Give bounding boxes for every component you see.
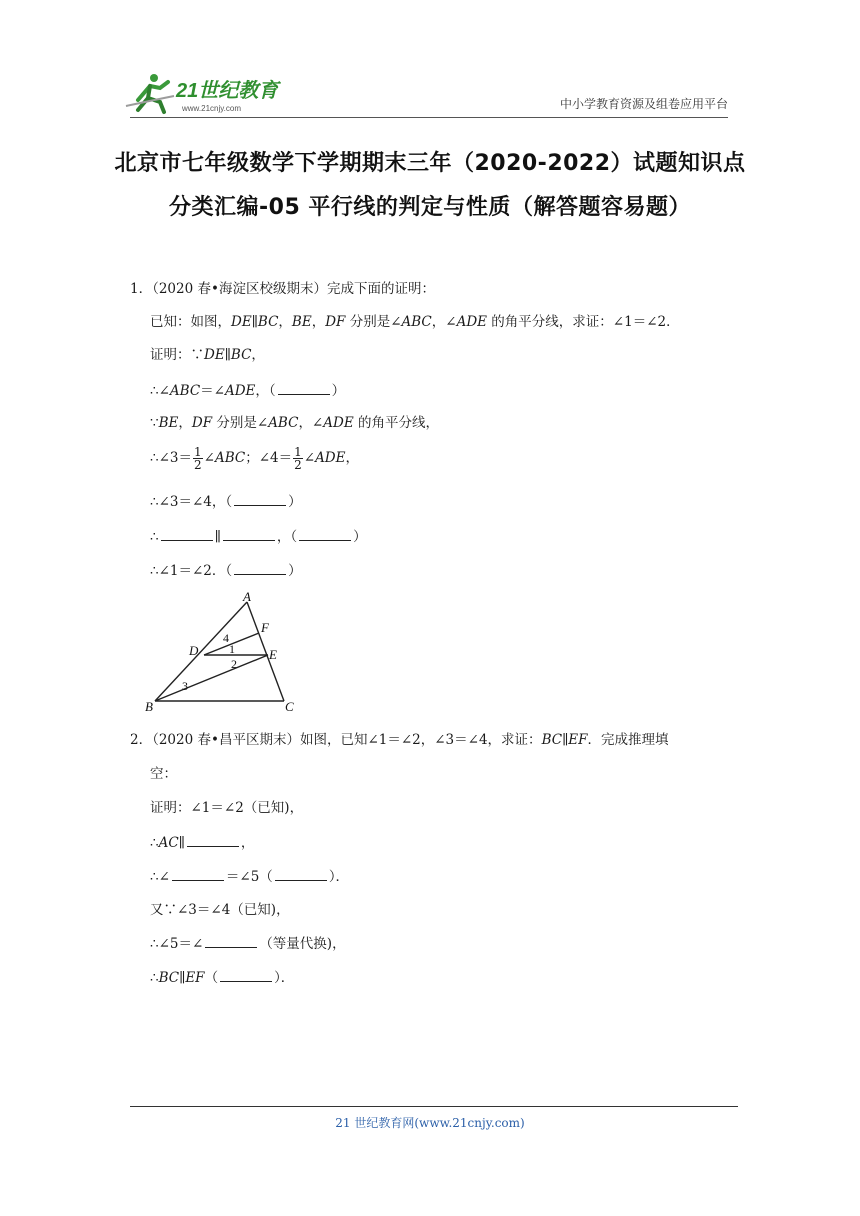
q1-geometry-figure bbox=[145, 588, 305, 714]
q2-stem: 2．（2020 春•昌平区期末）如图，已知∠1＝∠2，∠3＝∠4，求证：BC∥EF．完成推理填 bbox=[130, 732, 669, 748]
angle-4-label: 4 bbox=[223, 631, 229, 645]
bisector-be bbox=[155, 655, 268, 701]
answer-blank[interactable] bbox=[299, 526, 351, 541]
footer-divider bbox=[130, 1106, 738, 1107]
page-title-line2: 分类汇编-05 平行线的判定与性质（解答题容易题） bbox=[169, 195, 691, 220]
footer-link[interactable]: 21 世纪教育网(www.21cnjy.com) bbox=[335, 1116, 525, 1130]
point-c-label: C bbox=[285, 699, 294, 714]
logo-text: 21世纪教育 bbox=[176, 80, 279, 102]
angle-2-label: 2 bbox=[231, 657, 237, 671]
q1-step5: ∴ ∥ ，（ ） bbox=[150, 526, 367, 547]
answer-blank[interactable] bbox=[275, 866, 327, 881]
fraction-half: $\frac{1}{2}$ bbox=[294, 445, 302, 472]
q2-proof-6: ∴BC∥EF（ ）． bbox=[150, 967, 294, 988]
answer-blank[interactable] bbox=[172, 866, 224, 881]
fraction-half: $\frac{1}{2}$ bbox=[194, 445, 202, 472]
answer-blank[interactable] bbox=[220, 967, 272, 982]
angle-3-label: 3 bbox=[182, 679, 188, 693]
logo-url: www.21cnjy.com bbox=[182, 104, 241, 113]
brand-logo bbox=[124, 70, 294, 118]
q1-step4: ∴∠3＝∠4，（ ） bbox=[150, 491, 302, 512]
page-title-line1: 北京市七年级数学下学期期末三年（2020-2022）试题知识点 bbox=[114, 151, 746, 176]
q1-step1: ∴∠ABC＝∠ADE，（ ） bbox=[150, 380, 345, 401]
q1-step3: ∴∠3＝ $\frac{1}{2}$ ∠ABC；∠4＝ $\frac{1}{2}$ ∠ADE， bbox=[150, 445, 359, 472]
point-f-label: F bbox=[261, 620, 269, 635]
point-d-label: D bbox=[189, 643, 199, 658]
q2-proof-1: 证明：∠1＝∠2（已知)， bbox=[150, 800, 304, 816]
q2-proof-2: ∴AC∥ ， bbox=[150, 832, 254, 853]
angle-1-label: 1 bbox=[229, 642, 235, 656]
q2-proof-4: 又∵∠3＝∠4（已知)， bbox=[150, 902, 290, 918]
q1-known: 已知：如图，DE∥BC，BE，DF 分别是∠ABC，∠ADE 的角平分线，求证：∠1＝∠2． bbox=[150, 314, 680, 330]
q1-stem: 1．（2020 春•海淀区校级期末）完成下面的证明： bbox=[130, 281, 435, 297]
answer-blank[interactable] bbox=[161, 526, 213, 541]
platform-name: 中小学教育资源及组卷应用平台 bbox=[559, 97, 728, 111]
header-divider bbox=[130, 117, 728, 118]
answer-blank[interactable] bbox=[223, 526, 275, 541]
q2-proof-3: ∴∠ ＝∠5（ ）． bbox=[150, 866, 349, 887]
answer-blank[interactable] bbox=[205, 933, 257, 948]
q1-proof-start: 证明：∵DE∥BC， bbox=[150, 347, 265, 363]
answer-blank[interactable] bbox=[278, 380, 330, 395]
answer-blank[interactable] bbox=[234, 491, 286, 506]
point-b-label: B bbox=[145, 699, 153, 714]
q1-step6: ∴∠1＝∠2．（ ） bbox=[150, 560, 302, 581]
point-e-label: E bbox=[269, 647, 277, 662]
side-ac bbox=[247, 602, 284, 701]
q2-proof-5: ∴∠5＝∠ （等量代换)， bbox=[150, 933, 346, 954]
answer-blank[interactable] bbox=[234, 560, 286, 575]
q1-step2: ∵BE，DF 分别是∠ABC，∠ADE 的角平分线， bbox=[150, 415, 439, 431]
q2-stem-cont: 空： bbox=[150, 766, 177, 782]
point-a-label: A bbox=[243, 589, 251, 604]
runner-icon bbox=[126, 74, 174, 112]
answer-blank[interactable] bbox=[187, 832, 239, 847]
